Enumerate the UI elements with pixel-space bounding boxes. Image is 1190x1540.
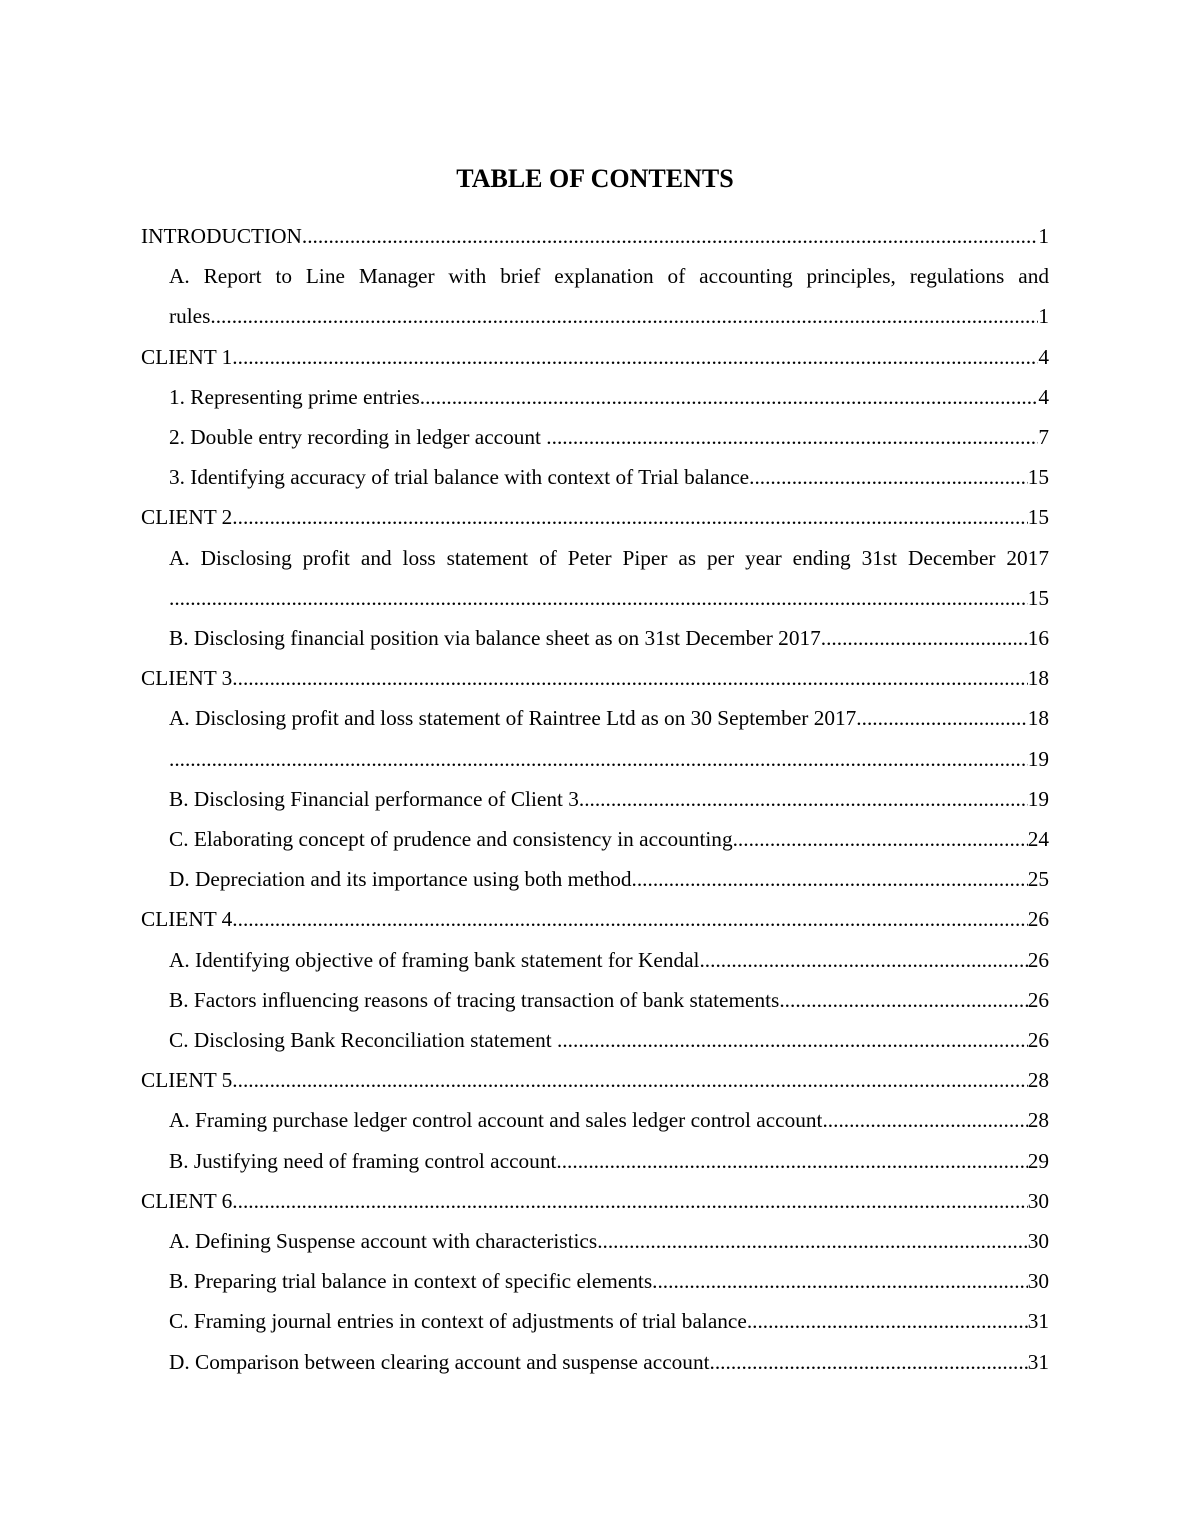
- toc-page-number: 26: [1027, 907, 1049, 932]
- toc-page-number: 15: [1027, 465, 1049, 490]
- toc-entry-label: D. Depreciation and its importance using both method: [169, 867, 632, 892]
- dot-leader: [420, 377, 1039, 417]
- toc-title: TABLE OF CONTENTS: [456, 164, 734, 193]
- toc-entry[interactable]: [141, 377, 1049, 417]
- toc-page-number: 18: [1027, 666, 1049, 691]
- toc-page-number: 28: [1027, 1068, 1049, 1093]
- toc-entry-label: CLIENT 2: [141, 505, 233, 530]
- toc-entry[interactable]: [141, 1342, 1049, 1382]
- toc-entry[interactable]: [141, 296, 1049, 336]
- toc-entry[interactable]: [141, 1141, 1049, 1181]
- dot-leader: [749, 457, 1028, 497]
- toc-entry-label: CLIENT 6: [141, 1188, 233, 1213]
- toc-entry[interactable]: [141, 1261, 1049, 1301]
- toc-entry-label: A. Framing purchase ledger control account and sales ledger control account: [169, 1108, 823, 1133]
- toc-entry-label: CLIENT 1: [141, 344, 233, 369]
- dot-leader: [821, 618, 1028, 658]
- toc-entry-label: B. Preparing trial balance in context of specific elements: [169, 1269, 653, 1294]
- toc-page-number: 15: [1027, 505, 1049, 530]
- toc-entry[interactable]: [141, 899, 1049, 939]
- toc-entry-label: B. Justifying need of framing control account: [169, 1148, 557, 1173]
- toc-entry[interactable]: [141, 457, 1049, 497]
- toc-page-number: 31: [1027, 1349, 1049, 1374]
- toc-entry-label: C. Disclosing Bank Reconciliation statement: [169, 1028, 558, 1053]
- toc-entry[interactable]: [141, 417, 1049, 457]
- toc-entry[interactable]: [141, 216, 1049, 256]
- toc-entry[interactable]: [141, 337, 1049, 377]
- toc-page-number: 18: [1027, 706, 1049, 731]
- toc-entry-label: CLIENT 3: [141, 666, 233, 691]
- toc-page-number: 26: [1027, 947, 1049, 972]
- toc-page-number: 30: [1027, 1229, 1049, 1254]
- dot-leader: [232, 1060, 1027, 1100]
- toc-entry-label: 3. Identifying accuracy of trial balance with context of Trial balance: [169, 465, 750, 490]
- toc-entry-line[interactable]: A. Disclosing profit and loss statement of Peter Piper as per year ending 31st December 2017: [169, 545, 1049, 570]
- toc-entry[interactable]: [141, 497, 1049, 537]
- toc-entry-label: A. Disclosing profit and loss statement of Raintree Ltd as on 30 September 2017: [169, 706, 857, 731]
- toc-entry-label: CLIENT 4: [141, 907, 233, 932]
- toc-entry[interactable]: [141, 779, 1049, 819]
- dot-leader: [597, 1221, 1028, 1261]
- toc-entry-label: B. Disclosing Financial performance of Client 3: [169, 786, 579, 811]
- toc-page-number: 16: [1027, 626, 1049, 650]
- toc-entry[interactable]: [141, 1301, 1049, 1341]
- dot-leader: [652, 1261, 1028, 1301]
- toc-entry[interactable]: [141, 859, 1049, 899]
- toc-entry[interactable]: [141, 739, 1049, 779]
- dot-leader: [546, 417, 1038, 457]
- toc-page-number: 7: [1038, 425, 1049, 449]
- dot-leader: [779, 980, 1027, 1020]
- toc-page-number: 15: [1027, 585, 1049, 610]
- toc-page-number: 1: [1038, 224, 1049, 248]
- toc-page-number: 28: [1027, 1108, 1049, 1133]
- toc-page-number: 31: [1027, 1309, 1049, 1334]
- toc-page-number: 26: [1027, 1028, 1049, 1053]
- dot-leader: [557, 1020, 1028, 1060]
- dot-leader: [856, 698, 1027, 738]
- toc-entry-line[interactable]: A. Report to Line Manager with brief explanation of accounting principles, regulations and: [169, 264, 1049, 289]
- dot-leader: [232, 658, 1027, 698]
- toc-entry-label: C. Framing journal entries in context of adjustments of trial balance: [169, 1309, 747, 1334]
- dot-leader: [822, 1100, 1027, 1140]
- toc-entry-label: A. Identifying objective of framing bank statement for Kendal: [169, 947, 700, 972]
- toc-entry[interactable]: [141, 1060, 1049, 1100]
- toc-page-number: 30: [1027, 1188, 1049, 1213]
- dot-leader: [232, 337, 1038, 377]
- dot-leader: [733, 819, 1028, 859]
- dot-leader: [232, 1181, 1027, 1221]
- toc-page-number: 4: [1038, 384, 1049, 409]
- toc-page-number: 30: [1027, 1269, 1049, 1294]
- toc-page-number: 19: [1027, 786, 1049, 811]
- toc-entry[interactable]: [141, 819, 1049, 859]
- toc-entry-label: 2. Double entry recording in ledger account: [169, 425, 547, 449]
- toc-entry-label: C. Elaborating concept of prudence and consistency in accounting: [169, 827, 733, 852]
- toc-entry-label: CLIENT 5: [141, 1068, 233, 1093]
- toc-page-number: 19: [1027, 746, 1049, 771]
- toc-page-number: 29: [1027, 1148, 1049, 1173]
- dot-leader: [556, 1141, 1027, 1181]
- toc-entry[interactable]: [141, 658, 1049, 698]
- dot-leader: [169, 739, 1028, 779]
- dot-leader: [699, 940, 1027, 980]
- toc-entry[interactable]: [141, 1221, 1049, 1261]
- toc-entry-label: B. Disclosing financial position via balance sheet as on 31st December 2017: [169, 626, 821, 650]
- dot-leader: [302, 216, 1038, 256]
- dot-leader: [632, 859, 1028, 899]
- toc-entry[interactable]: [141, 698, 1049, 738]
- dot-leader: [579, 779, 1028, 819]
- toc-page-number: 26: [1027, 987, 1049, 1012]
- toc-entry[interactable]: [141, 1181, 1049, 1221]
- toc-entry[interactable]: [141, 578, 1049, 618]
- dot-leader: [169, 578, 1028, 618]
- toc-page-number: 1: [1038, 304, 1049, 329]
- toc-entry[interactable]: [141, 940, 1049, 980]
- toc-entry[interactable]: [141, 1100, 1049, 1140]
- toc-entry-label: B. Factors influencing reasons of tracing transaction of bank statements: [169, 987, 780, 1012]
- toc-entry-label: D. Comparison between clearing account and suspense account: [169, 1349, 710, 1374]
- table-of-contents: [141, 216, 1049, 1382]
- dot-leader: [232, 899, 1027, 939]
- toc-page-number: 4: [1038, 344, 1049, 369]
- dot-leader: [232, 497, 1027, 537]
- toc-entry[interactable]: [141, 980, 1049, 1020]
- toc-entry-label: 1. Representing prime entries: [169, 384, 420, 409]
- toc-page-number: 24: [1027, 827, 1049, 852]
- dot-leader: [710, 1342, 1028, 1382]
- toc-page-number: 25: [1027, 867, 1049, 892]
- dot-leader: [747, 1301, 1028, 1341]
- dot-leader: [210, 296, 1038, 336]
- toc-entry-label: INTRODUCTION: [141, 224, 302, 248]
- toc-entry-label: A. Defining Suspense account with characteristics: [169, 1229, 598, 1254]
- toc-entry-label: rules: [169, 304, 211, 329]
- toc-entry[interactable]: [141, 1020, 1049, 1060]
- toc-entry[interactable]: [141, 618, 1049, 658]
